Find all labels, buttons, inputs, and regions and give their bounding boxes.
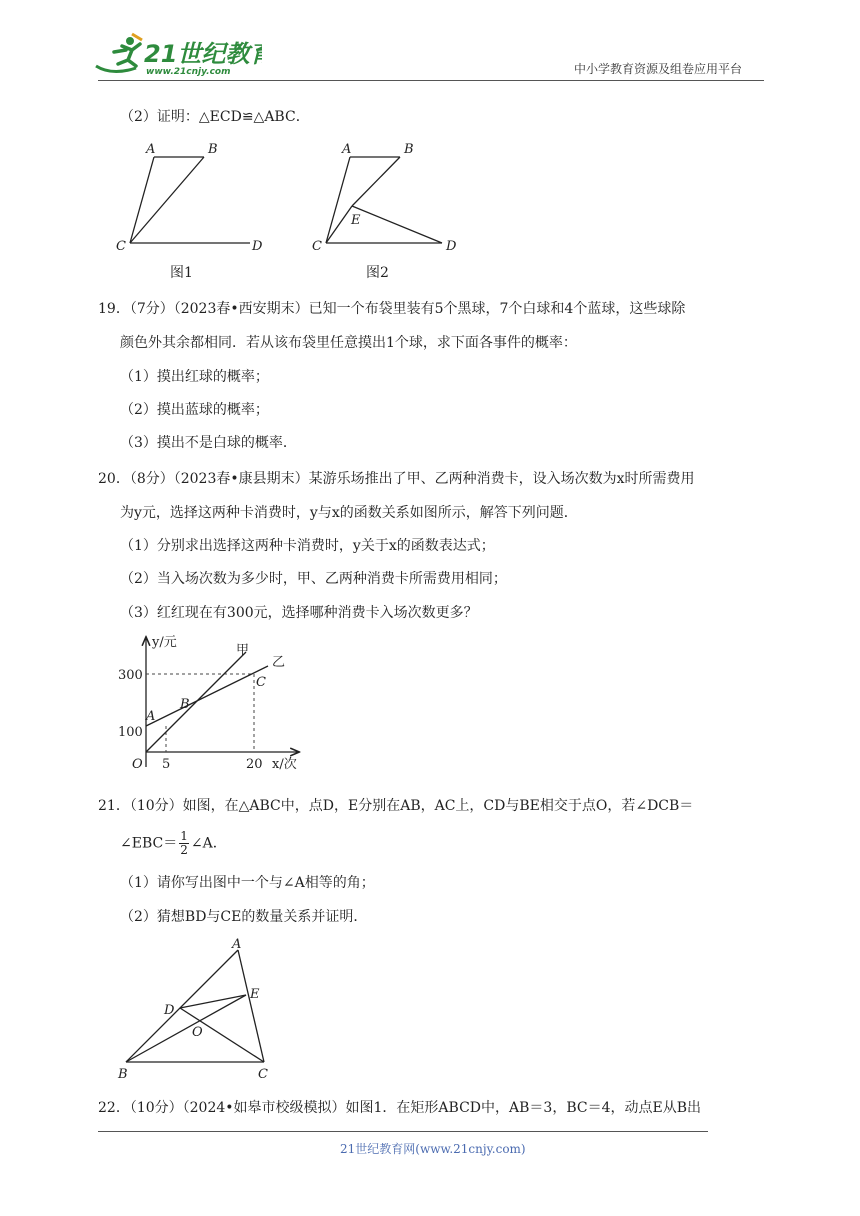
q20-line2: 为y元，选择这两种卡消费时，y与x的函数关系如图所示，解答下列问题． — [120, 505, 578, 521]
q18-figure2 — [312, 142, 457, 254]
q20-part1: （1）分别求出选择这两种卡消费时，y关于x的函数表达式； — [120, 538, 495, 554]
tri-label-d: D — [164, 1003, 175, 1018]
point-a-label: A — [146, 709, 156, 724]
q21-part1: （1）请你写出图中一个与∠A相等的角； — [120, 875, 375, 891]
line-yi — [146, 666, 268, 726]
q21-triangle-figure — [108, 934, 288, 1080]
logo-text: 21世纪教育 — [144, 40, 262, 68]
q21-line2-post: ∠A． — [190, 835, 227, 852]
point-c-label: C — [256, 675, 266, 690]
q21-line2-pre: ∠EBC＝ — [120, 835, 178, 852]
y-axis-label: y/元 — [152, 635, 177, 650]
q20-graph — [108, 632, 318, 778]
q22-line1: 22．（10分）（2024•如皋市校级模拟）如图1．在矩形ABCD中，AB＝3，BC＝4，动点E从B出 — [98, 1100, 701, 1116]
tick-20: 20 — [246, 757, 263, 772]
q21-part2: （2）猜想BD与CE的数量关系并证明． — [120, 909, 368, 925]
fig1-label-c: C — [116, 239, 126, 254]
fig1-label-d: D — [252, 239, 263, 254]
q19-line1: 19．（7分）（2023春•西安期末）已知一个布袋里装有5个黑球，7个白球和4个蓝球，这些球除 — [98, 301, 686, 317]
q19-part1: （1）摸出红球的概率； — [120, 369, 269, 385]
fig2-label-d: D — [446, 239, 457, 254]
fig1-label-b: B — [208, 142, 218, 157]
q20-part3: （3）红红现在有300元，选择哪种消费卡入场次数更多？ — [120, 605, 478, 621]
q18-part2: （2）证明：△ECD≌△ABC． — [120, 109, 310, 125]
fig1-caption: 图1 — [170, 265, 193, 281]
fig1-label-a: A — [146, 142, 156, 157]
q20-line1: 20．（8分）（2023春•康县期末）某游乐场推出了甲、乙两种消费卡，设入场次数为x时所需费用 — [98, 471, 695, 487]
tick-300: 300 — [118, 668, 143, 683]
fig2-label-a: A — [342, 142, 352, 157]
runner-logo-icon — [92, 32, 262, 78]
tri-label-c: C — [258, 1067, 268, 1080]
q19-part2: （2）摸出蓝球的概率； — [120, 402, 269, 418]
q19-line2: 颜色外其余都相同．若从该布袋里任意摸出1个球，求下面各事件的概率： — [120, 335, 577, 351]
q18-figure1 — [116, 142, 263, 254]
q21-fraction — [179, 830, 189, 857]
q21-line1: 21．（10分）如图，在△ABC中，点D，E分别在AB，AC上，CD与BE相交于点O，若∠DCB＝ — [98, 798, 694, 814]
tick-100: 100 — [118, 725, 143, 740]
fraction-denominator: 2 — [180, 843, 188, 857]
fig2-caption: 图2 — [366, 265, 389, 281]
footer-rule — [98, 1131, 708, 1132]
tri-label-a: A — [232, 937, 242, 952]
tri-label-b: B — [118, 1067, 128, 1080]
q21-line2 — [120, 830, 227, 857]
q18-figures — [108, 136, 468, 286]
logo-url: www.21cnjy.com — [146, 67, 231, 77]
tri-label-o: O — [192, 1025, 203, 1040]
tick-5: 5 — [162, 757, 171, 772]
q19-part3: （3）摸出不是白球的概率． — [120, 435, 297, 451]
fig2-label-e: E — [351, 213, 361, 228]
fig2-label-c: C — [312, 239, 322, 254]
label-yi: 乙 — [272, 655, 286, 670]
q20-part2: （2）当入场次数为多少时，甲、乙两种消费卡所需费用相同； — [120, 571, 507, 587]
fraction-numerator: 1 — [180, 829, 188, 843]
header-platform-text: 中小学教育资源及组卷应用平台 — [574, 62, 743, 76]
origin-label: O — [132, 757, 143, 772]
footer-text: 21世纪教育网(www.21cnjy.com) — [340, 1142, 526, 1156]
site-logo — [92, 32, 262, 82]
fig2-label-b: B — [404, 142, 414, 157]
tri-label-e: E — [250, 987, 260, 1002]
header-rule — [98, 80, 764, 81]
label-jia: 甲 — [236, 643, 250, 658]
point-b-label: B — [180, 697, 190, 712]
x-axis-label: x/次 — [272, 757, 297, 772]
